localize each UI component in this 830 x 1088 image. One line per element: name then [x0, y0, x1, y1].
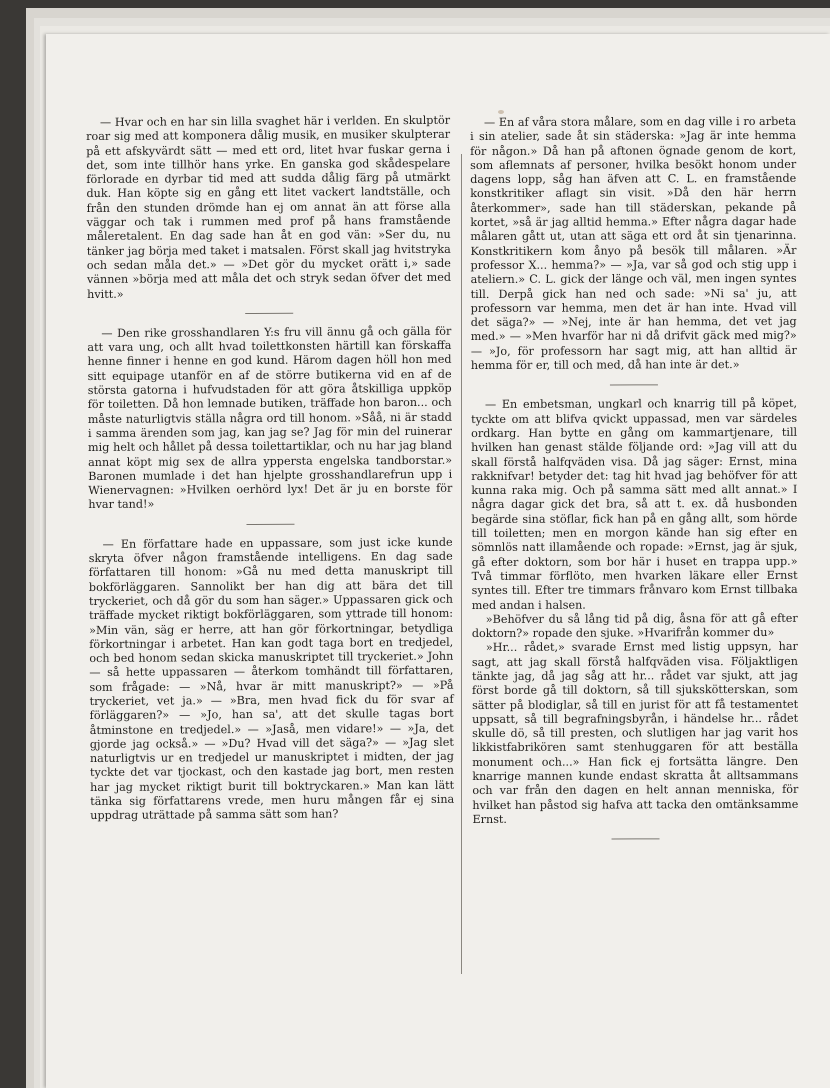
anecdote-painter-actor: — Hvar och en har sin lilla svaghet här i verlden. En skulptör roar sig med att komponera dålig musik, en musiker skulpterar på ett afskyvärdt sätt — med ett ord, litet hvar fuskar gerna i det, som inte tillhör hans yrke. En ganska god skådespelare förlorade en dyrbar tid med att sudda dålig färg på utmärkt duk. Han köpte sig en gång ett litet vackert landtställe, och från den stunden drömde han ej om annat än att förse alla väggar och tak i rummen med prof på hans framstående måleretalent. En dag sade han åt en god vän: »Ser du, nu tänker jag börja med taket i matsalen. Först skall jag hvitstryka och sedan måla det.» — »Det gör du mycket orätt i,» sade vännen »börja med att måla det och stryk sedan öfver det med hvitt.»	[86, 113, 452, 301]
paper-stain	[498, 110, 504, 114]
section-divider	[245, 313, 293, 314]
anecdote-atelier: — En af våra stora målare, som en dag ville i ro arbeta i sin atelier, sade åt sin städerska: »Jag är inte hemma för någon.» Då han på aftonen ögnade genom de kort, som aflemnats af personer, hvilka besökt honom under dagens lopp, såg han äfven att C. L. en framstående konstkritiker aflagt sin visit. »Då den här herrn återkommer», sade han till städerskan, pekande på kortet, »så är jag alltid hemma.» Efter några dagar hade målaren gått ut, utan att säga ett ord åt sin tjenarinna. Konstkritikern kom ånyo på besök till målaren. »Är professor X... hemma?» — »Ja, var så god och stig upp i ateliern.» C. L. gick der länge och väl, men ingen syntes till. Derpå gick han ned och sade: »Ni sa' ju, att professorn var hemma, men det är han inte. Hvad vill det säga?» — »Nej, inte är han hemma, det vet jag med.» — »Men hvarför har ni då drifvit gäck med mig?» — »Jo, för professorn har sagt mig, att han alltid är hemma för er, till och med, då han inte är det.»	[470, 114, 797, 373]
column-rule	[461, 154, 462, 974]
right-column	[470, 115, 799, 840]
anecdote-toothbrushes: — Den rike grosshandlaren Y:s fru vill ännu gå och gälla för att vara ung, och allt hvad toilettkonsten härtill kan förskaffa henne finner i henne en god kund. Härom dagen höll hon med sitt equipage utanför en af de större butikerna vid en af de största gatorna i hufvudstaden för att göra åtskilliga uppköp för toiletten. Då hon lemnade butiken, träffade hon baron... och måste naturligtvis ställa några ord till honom. »Såå, ni är stadd i samma ärenden som jag, kan jag se? Jag för min del ruinerar mig helt och hållet på dessa toilettartiklar, och nu har jag bland annat köpt mig sex de allra yppersta engelska tandborstar.» Baronen mumlade i det han hjelpte grosshandlarefrun upp i Wienervagnen: »Hvilken oerhörd lyx! Det är ju en borste för hvar tand!»	[87, 324, 453, 512]
left-column	[86, 114, 454, 824]
section-divider	[246, 523, 294, 524]
anecdote-manuscript: — En författare hade en uppassare, som just icke kunde skryta öfver någon framstående intelligens. En dag sade författaren till honom: »Gå nu med detta manuskript till bokförläggaren. Sannolikt ber han dig att bära det till tryckeriet, och då gör du som han säger.» Uppassaren gick och träffade mycket riktigt bokförläggaren, som yttrade till honom: »Min vän, säg er herre, att han gör förkortningar, betydliga förkortningar i arbetet. Han kan godt taga bort en tredjedel, och bed honom sedan skicka manuskriptet till tryckeriet.» John — så hette uppassaren — återkom tomhändt till författaren, som frågade: — »Nå, hvar är mitt manuskript?» — »På tryckeriet, vet ja.» — »Bra, men hvad fick du för svar af förläggaren?» — »Jo, han sa', att det skulle tagas bort åtminstone en tredjedel.» — »Jaså, men vidare!» — »Ja, det gjorde jag också.» — »Du? Hvad vill det säga?» — »Jag slet naturligtvis ur en tredjedel ur manuskriptet i midten, der jag tyckte det var tjockast, och den kastade jag bort, men resten har jag mycket riktigt burit till boktryckaren.» Man kan lätt tänka sig författarens vrede, men huru mången får ej sina uppdrag uträttade på samma sätt som han?	[88, 535, 455, 823]
anecdote-official-part3: »Hr... rådet,» svarade Ernst med listig uppsyn, har sagt, att jag skall förstå halfqväden visa. Följaktligen tänkte jag, då jag såg att hr... rådet var sjukt, att jag först borde gå till doktorn, så till sjukskötterskan, som sätter på blodiglar, så till en jurist för att få testamentet uppsatt, så till begrafningsbyrån, i händelse hr... rådet skulle dö, så till presten, och slutligen har jag varit hos likkistfabrikören samt stenhuggaren för att beställa monument och...» Han fick ej fortsätta längre. Den knarrige mannen kunde endast skratta åt alltsammans och var från den dagen en helt annan menniska, för hvilket han påstod sig hafva att tacka den omtänksamme Ernst.	[471, 640, 799, 826]
anecdote-official-part1: — En embetsman, ungkarl och knarrig till på köpet, tyckte om att blifva qvickt uppassad, men var särdeles ordkarg. Han bytte en gång om kammartjenare, till hvilken han genast stälde följande ord: »Jag vill att du skall förstå halfqväden visa. Då jag säger: Ernst, mina rakknifvar! betyder det: tag hit hvad jag behöfver för att kunna raka mig. Och på samma sätt med allt annat.» I några dagar gick det bra, så att t. ex. då husbonden begärde sina stöflar, fick han på en gång allt, som hörde till toiletten; men en morgon kände han sig efter en sömnlös natt illamående och ropade: »Ernst, jag är sjuk, gå efter doktorn, som bor här i huset en trappa upp.» Två timmar förflöto, men hvarken läkare eller Ernst syntes till. Efter tre timmars frånvaro kom Ernst tillbaka med andan i halsen.	[471, 397, 798, 612]
anecdote-official-part2: »Behöfver du så lång tid på dig, åsna för att gå efter doktorn?» ropade den sjuke. »Hvarifrån kommer du»	[471, 611, 798, 641]
end-divider	[612, 839, 660, 840]
section-divider	[610, 385, 658, 386]
